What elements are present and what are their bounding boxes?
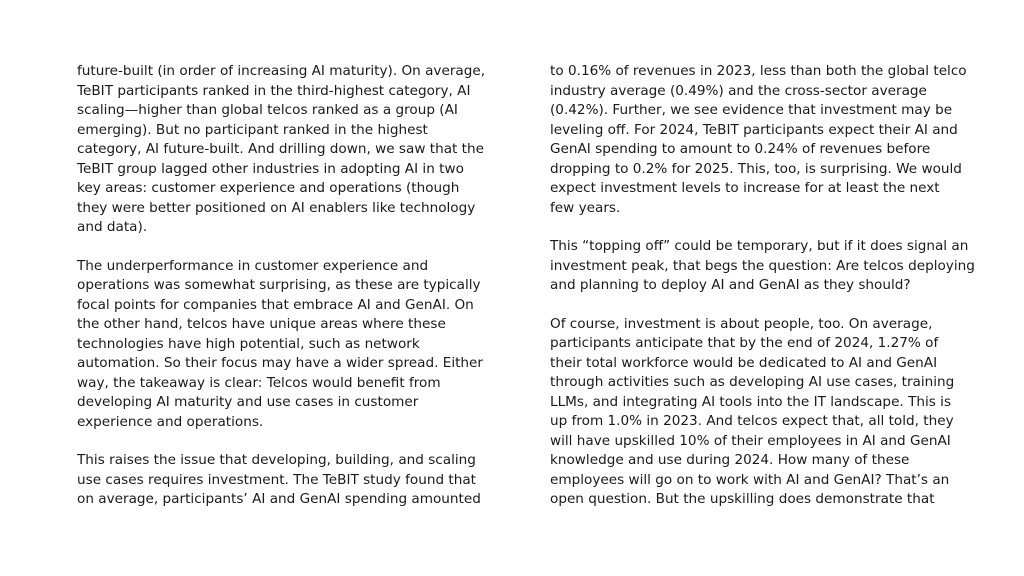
text-line: emerging). But no participant ranked in the highest xyxy=(77,121,428,138)
text-line: and data). xyxy=(77,219,148,235)
text-line: will have upskilled 10% of their employees in AI and GenAI xyxy=(550,432,951,449)
text-line: key areas: customer experience and operations (though xyxy=(77,180,460,196)
text-line: open question. But the upskilling does demonstrate that xyxy=(550,491,935,507)
right-column xyxy=(550,62,975,529)
paragraph xyxy=(77,451,481,510)
text-line: few years. xyxy=(550,199,621,216)
text-line: industry average (0.49%) and the cross-sector average xyxy=(550,82,927,99)
text-line: This raises the issue that developing, building, and scaling xyxy=(77,452,476,468)
text-line: way, the takeaway is clear: Telcos would benefit from xyxy=(77,374,441,391)
paragraph xyxy=(550,315,955,510)
text-line: participants anticipate that by the end of 2024, 1.27% of xyxy=(550,335,939,351)
text-line: the other hand, telcos have unique areas where these xyxy=(77,316,446,332)
text-line: they were better positioned on AI enablers like technology xyxy=(77,199,476,216)
text-line: through activities such as developing AI use cases, training xyxy=(550,374,955,390)
text-line: The underperformance in customer experience and xyxy=(77,257,429,274)
text-line: TeBIT participants ranked in the third-highest category, AI xyxy=(77,82,471,99)
left-column xyxy=(77,62,486,529)
text-line: use cases requires investment. The TeBIT study found that xyxy=(77,471,477,488)
text-line: GenAI spending to amount to 0.24% of revenues before xyxy=(550,141,931,157)
text-line: This “topping off” could be temporary, but if it does signal an xyxy=(550,238,969,254)
paragraph xyxy=(550,62,967,218)
text-line: operations was somewhat surprising, as these are typically xyxy=(77,277,481,293)
text-line: on average, participants’ AI and GenAI spending amounted xyxy=(77,491,481,507)
text-line: employees will go on to work with AI and GenAI? That’s an xyxy=(550,471,950,488)
text-line: to 0.16% of revenues in 2023, less than both the global telco xyxy=(550,63,967,79)
text-line: focal points for companies that embrace AI and GenAI. On xyxy=(77,296,474,313)
text-line: and planning to deploy AI and GenAI as they should? xyxy=(550,277,911,293)
text-line: category, AI future-built. And drilling down, we saw that the xyxy=(77,141,484,157)
text-line: TeBIT group lagged other industries in adopting AI in two xyxy=(77,160,464,177)
text-line: technologies have high potential, such as network xyxy=(77,335,420,352)
text-line: Of course, investment is about people, too. On average, xyxy=(550,315,933,332)
text-line: dropping to 0.2% for 2025. This, too, is surprising. We would xyxy=(550,160,962,177)
text-line: automation. So their focus may have a wider spread. Either xyxy=(77,355,483,371)
text-line: LLMs, and integrating AI tools into the IT landscape. This is xyxy=(550,393,952,410)
text-line: future-built (in order of increasing AI maturity). On average, xyxy=(77,63,486,79)
text-line: experience and operations. xyxy=(77,413,264,430)
text-line: knowledge and use during 2024. How many of these xyxy=(550,452,910,468)
text-line: leveling off. For 2024, TeBIT participants expect their AI and xyxy=(550,121,958,138)
text-line: developing AI maturity and use cases in customer xyxy=(77,394,419,410)
text-line: up from 1.0% in 2023. And telcos expect that, all told, they xyxy=(550,413,954,429)
paragraph xyxy=(77,257,483,433)
text-line: scaling—higher than global telcos ranked as a group (AI xyxy=(77,102,458,118)
text-line: investment peak, that begs the question: Are telcos deploying xyxy=(550,257,975,274)
text-line: (0.42%). Further, we see evidence that investment may be xyxy=(550,102,953,118)
text-line: their total workforce would be dedicated to AI and GenAI xyxy=(550,354,938,371)
paragraph xyxy=(77,62,486,238)
paragraph xyxy=(550,237,975,296)
text-line: expect investment levels to increase for at least the next xyxy=(550,180,940,196)
